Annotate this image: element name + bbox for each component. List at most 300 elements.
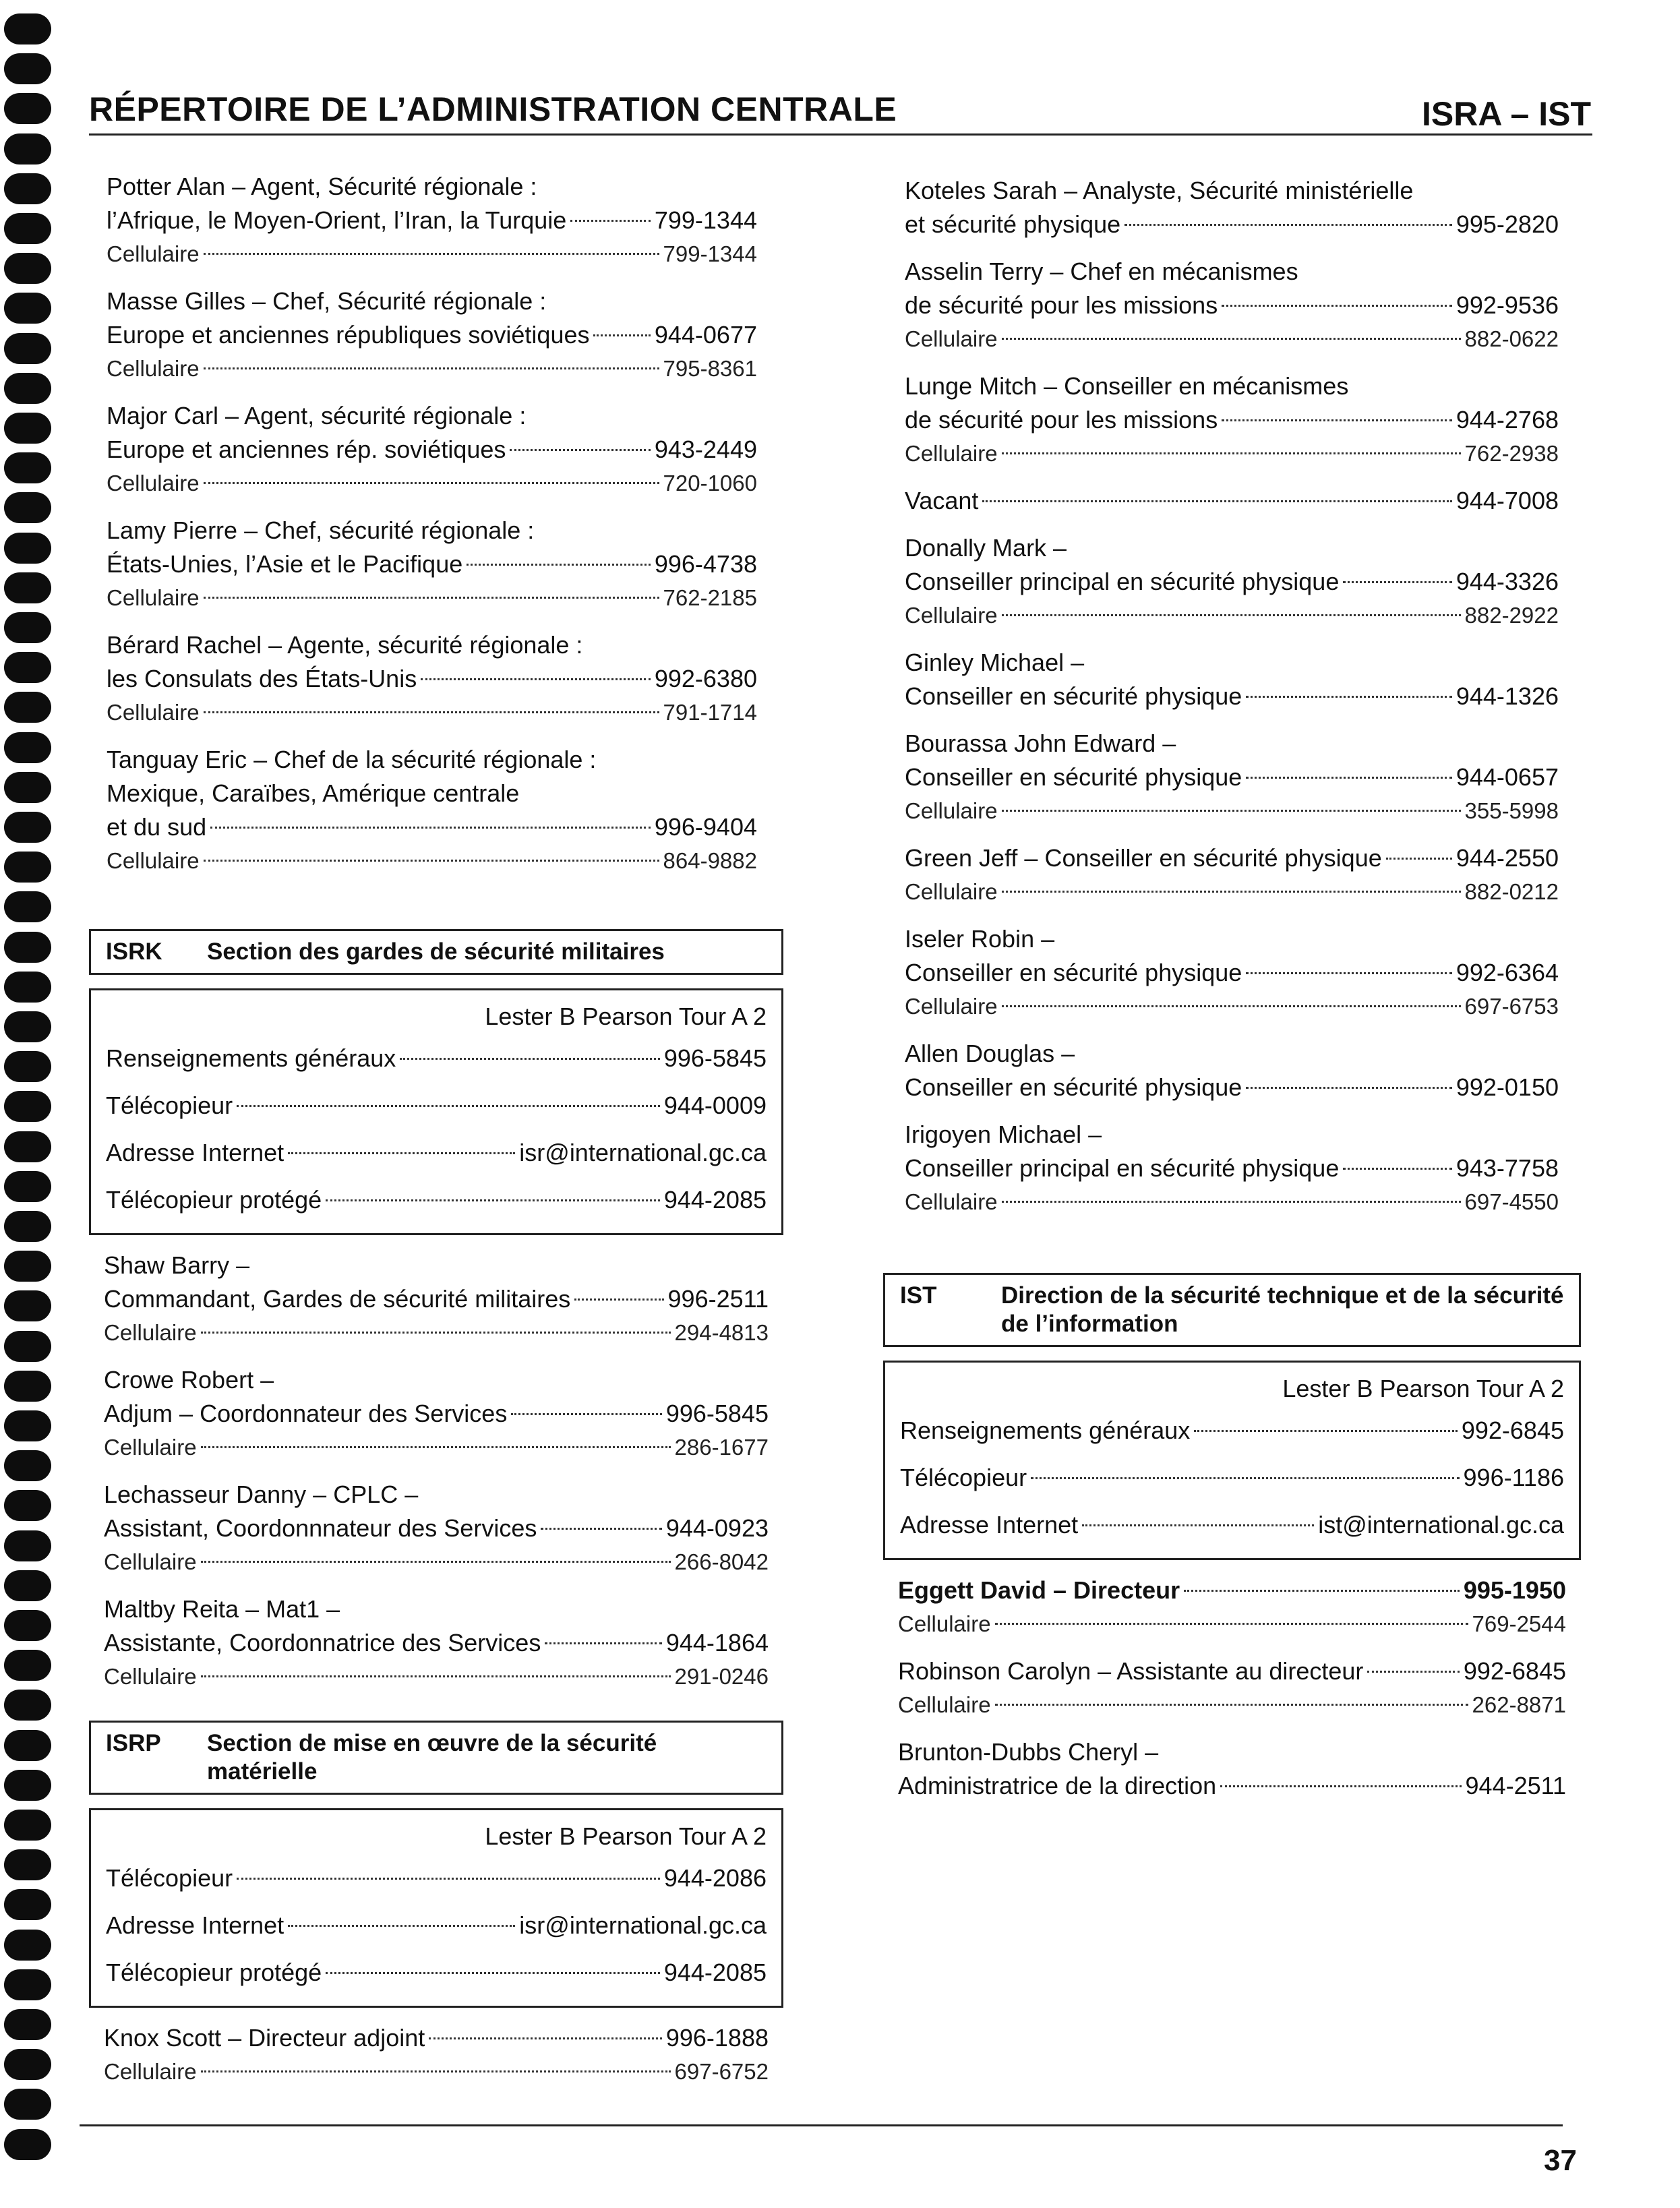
entry-phone-row: [898, 1574, 1566, 1607]
directory-entry: [905, 646, 1559, 713]
binder-hole: [4, 1770, 51, 1801]
section-title: Direction de la sécurité technique et de la sécurité de l’information: [1001, 1282, 1564, 1337]
leader-dots: [201, 1332, 671, 1334]
phone-number: 799-1344: [654, 206, 757, 234]
phone-number: 769-2544: [1472, 1611, 1566, 1636]
entry-text: Bourassa John Edward –: [905, 729, 1176, 757]
listing-label: États-Unies, l’Asie et le Pacifique: [107, 550, 463, 578]
leader-dots: [1002, 810, 1461, 812]
spacer: [89, 975, 783, 988]
listing-label: Adresse Internet: [900, 1511, 1079, 1539]
section-people: [883, 1574, 1581, 1816]
contact-row: [106, 1956, 767, 1990]
binder-hole: [4, 852, 51, 883]
leader-dots: [201, 2070, 671, 2072]
leader-dots: [237, 1105, 660, 1107]
listing-label: Robinson Carolyn – Assistante au directeur: [898, 1657, 1364, 1685]
binder-hole: [4, 1051, 51, 1082]
leader-dots: [201, 1446, 671, 1448]
leader-dots: [400, 1058, 660, 1060]
section-title: Section des gardes de sécurité militaires: [207, 938, 665, 965]
directory-entry: [104, 1249, 769, 1350]
entry-phone-row: [905, 289, 1559, 322]
leader-dots: [995, 1704, 1468, 1706]
phone-number: 943-7758: [1456, 1154, 1559, 1182]
contact-row: [106, 1089, 767, 1123]
listing-label: Cellulaire: [107, 356, 200, 381]
contact-info-box: [883, 1361, 1581, 1560]
leader-dots: [1246, 972, 1452, 974]
directory-entry: [905, 1037, 1559, 1104]
directory-entry: [107, 170, 757, 271]
entry-text: Koteles Sarah – Analyste, Sécurité ministérielle: [905, 177, 1414, 204]
directory-entry: [898, 1654, 1566, 1722]
listing-label: Cellulaire: [107, 585, 200, 610]
leader-dots: [210, 827, 651, 829]
entry-phone-row: [104, 1512, 769, 1545]
binder-hole: [4, 1730, 51, 1761]
section-title: Section de mise en œuvre de la sécurité matérielle: [207, 1730, 657, 1785]
leader-dots: [570, 220, 651, 222]
listing-label: l’Afrique, le Moyen-Orient, l’Iran, la Turquie: [107, 206, 567, 234]
leader-dots: [1222, 419, 1452, 421]
listing-label: Télécopieur: [106, 1092, 233, 1119]
entry-phone-row: [104, 1626, 769, 1660]
listing-label: Adjum – Coordonnateur des Services: [104, 1400, 508, 1427]
entry-phone-row: [905, 208, 1559, 241]
cell-phone-row: [107, 467, 757, 500]
leader-dots: [326, 1199, 660, 1201]
directory-entry: [107, 399, 757, 500]
listing-label: Cellulaire: [905, 326, 998, 351]
phone-number: 791-1714: [663, 700, 757, 725]
listing-label: Télécopieur protégé: [106, 1959, 322, 1986]
directory-entry: [104, 1592, 769, 1694]
leader-dots: [201, 1675, 671, 1677]
listing-label: Conseiller en sécurité physique: [905, 763, 1242, 791]
phone-number: 944-2085: [663, 1186, 767, 1214]
leader-dots: [511, 1413, 662, 1415]
leader-dots: [421, 678, 651, 680]
phone-number: 943-2449: [654, 436, 757, 463]
entry-phone-row: [104, 1282, 769, 1316]
listing-label: les Consulats des États-Unis: [107, 665, 417, 692]
binder-hole: [4, 1011, 51, 1042]
phone-number: 944-1326: [1456, 682, 1559, 710]
binder-holes: [0, 0, 67, 2208]
entry-text: Lunge Mitch – Conseiller en mécanismes: [905, 372, 1349, 400]
binder-hole: [4, 1570, 51, 1601]
spacer: [905, 471, 1559, 484]
listing-label: Cellulaire: [107, 241, 200, 266]
leader-dots: [1246, 696, 1452, 698]
entry-phone-row: [107, 810, 757, 844]
leader-dots: [288, 1152, 515, 1154]
directory-entry: [905, 174, 1559, 241]
listing-label: Cellulaire: [104, 1435, 197, 1460]
phone-number: 944-0677: [654, 321, 757, 349]
cell-phone-row: [905, 990, 1559, 1023]
listing-label: Eggett David – Directeur: [898, 1576, 1180, 1604]
listing-label: Adresse Internet: [106, 1911, 284, 1939]
leader-dots: [1002, 338, 1461, 340]
spacer: [89, 1707, 783, 1721]
leader-dots: [204, 711, 659, 713]
cell-phone-row: [905, 437, 1559, 471]
binder-hole: [4, 1290, 51, 1321]
entry-phone-row: [905, 841, 1559, 875]
listing-label: Conseiller en sécurité physique: [905, 1073, 1242, 1101]
leader-dots: [467, 564, 651, 566]
entry-text: Allen Douglas –: [905, 1040, 1075, 1067]
binder-hole: [4, 932, 51, 963]
spacer: [905, 518, 1559, 531]
page-number: 37: [1544, 2144, 1577, 2177]
contact-info-box: [89, 988, 783, 1235]
directory-entry: [905, 369, 1559, 471]
binder-hole: [4, 13, 51, 44]
phone-number: 262-8871: [1472, 1692, 1566, 1717]
entry-phone-row: [905, 1152, 1559, 1185]
entry-text: Masse Gilles – Chef, Sécurité régionale :: [107, 287, 547, 315]
leader-dots: [545, 1642, 662, 1644]
listing-label: Cellulaire: [905, 994, 998, 1019]
binder-hole: [4, 692, 51, 723]
listing-label: Cellulaire: [905, 441, 998, 466]
listing-label: et du sud: [107, 813, 207, 841]
location-label: Lester B Pearson Tour A 2: [485, 1003, 767, 1030]
section-header-box: [89, 929, 783, 975]
listing-label: Cellulaire: [104, 1320, 197, 1345]
listing-label: Adresse Internet: [106, 1139, 284, 1166]
entry-text: Asselin Terry – Chef en mécanismes: [905, 258, 1298, 285]
binder-hole: [4, 1211, 51, 1242]
leader-dots: [574, 1299, 663, 1301]
entry-text: Tanguay Eric – Chef de la sécurité régionale :: [107, 746, 597, 773]
section-code: ISRK: [106, 938, 162, 965]
phone-number: 996-5845: [663, 1044, 767, 1072]
leader-dots: [593, 334, 650, 336]
section-code: IST: [900, 1282, 937, 1309]
contact-row: [106, 1183, 767, 1217]
listing-label: Renseignements généraux: [900, 1416, 1191, 1444]
phone-number: 266-8042: [674, 1549, 769, 1574]
directory-entry: [104, 1478, 769, 1579]
binder-hole: [4, 891, 51, 922]
phone-number: 996-1888: [665, 2024, 769, 2052]
header-divider: [89, 133, 1592, 136]
spacer: [905, 1023, 1559, 1037]
phone-number: ist@international.gc.ca: [1318, 1511, 1564, 1539]
directory-entry: [104, 1363, 769, 1464]
leader-dots: [1194, 1430, 1458, 1432]
contact-row: [900, 1461, 1564, 1495]
directory-entry: [905, 255, 1559, 356]
right-lower-column: [883, 1273, 1581, 1816]
spacer: [905, 356, 1559, 369]
directory-entry: [107, 743, 757, 878]
spacer: [905, 909, 1559, 922]
contact-row: [106, 1136, 767, 1170]
leader-dots: [201, 1561, 671, 1563]
listing-label: Green Jeff – Conseiller en sécurité physique: [905, 844, 1382, 872]
spacer: [89, 1235, 783, 1249]
phone-number: 944-2511: [1465, 1772, 1566, 1799]
binder-hole: [4, 1410, 51, 1441]
spacer: [905, 1219, 1559, 1232]
directory-entry: [905, 727, 1559, 828]
leader-dots: [1246, 777, 1452, 779]
entry-phone-row: [905, 403, 1559, 437]
leader-dots: [1184, 1590, 1460, 1592]
directory-entry: [905, 1118, 1559, 1219]
cell-phone-row: [104, 1660, 769, 1694]
binder-hole: [4, 652, 51, 683]
leader-dots: [541, 1528, 662, 1530]
listing-label: de sécurité pour les missions: [905, 406, 1218, 434]
listing-label: Cellulaire: [905, 603, 998, 628]
section-people: [89, 1249, 783, 1707]
spacer: [898, 1641, 1566, 1654]
entry-text: Major Carl – Agent, sécurité régionale :: [107, 402, 527, 429]
binder-hole: [4, 1331, 51, 1362]
listing-label: Télécopieur protégé: [106, 1186, 322, 1214]
cell-phone-row: [905, 599, 1559, 632]
spacer: [89, 1795, 783, 1808]
spacer: [905, 632, 1559, 646]
binder-hole: [4, 1810, 51, 1841]
phone-number: 992-6364: [1456, 959, 1559, 986]
phone-number: 355-5998: [1464, 798, 1559, 823]
entry-text: Lechasseur Danny – CPLC –: [104, 1481, 419, 1508]
leader-dots: [1343, 581, 1452, 583]
phone-number: 992-9536: [1456, 291, 1559, 319]
leader-dots: [1220, 1785, 1461, 1787]
cell-phone-row: [104, 1316, 769, 1350]
contact-row: [900, 1414, 1564, 1448]
binder-hole: [4, 1530, 51, 1561]
directory-entry: [104, 2021, 769, 2089]
directory-entry: [107, 514, 757, 615]
cell-phone-row: [104, 1431, 769, 1464]
leader-dots: [204, 597, 659, 599]
phone-number: 799-1344: [663, 241, 757, 266]
spacer: [107, 386, 757, 399]
entry-text: Crowe Robert –: [104, 1366, 274, 1394]
binder-hole: [4, 2129, 51, 2160]
binder-hole: [4, 1490, 51, 1521]
listing-label: Télécopieur: [900, 1464, 1027, 1491]
directory-entry: [107, 285, 757, 386]
listing-label: Cellulaire: [905, 798, 998, 823]
listing-label: Cellulaire: [898, 1692, 991, 1717]
spacer: [898, 1803, 1566, 1816]
listing-label: Assistante, Coordonnatrice des Services: [104, 1629, 541, 1657]
listing-label: Conseiller en sécurité physique: [905, 959, 1242, 986]
phone-number: 996-5845: [665, 1400, 769, 1427]
cell-phone-row: [898, 1607, 1566, 1641]
section-code: ISRP: [106, 1730, 161, 1756]
phone-number: 291-0246: [674, 1664, 769, 1689]
binder-hole: [4, 1171, 51, 1202]
listing-label: Cellulaire: [107, 848, 200, 873]
phone-number: 992-0150: [1456, 1073, 1559, 1101]
listing-label: Cellulaire: [107, 471, 200, 496]
entry-phone-row: [107, 318, 757, 352]
leader-dots: [237, 1878, 660, 1880]
directory-entry: [905, 922, 1559, 1023]
binder-hole: [4, 772, 51, 803]
entry-text: Potter Alan – Agent, Sécurité régionale :: [107, 173, 537, 200]
spacer: [89, 2008, 783, 2021]
listing-label: Assistant, Coordonnnateur des Services: [104, 1514, 537, 1542]
contact-row: [106, 1861, 767, 1895]
leader-dots: [1002, 614, 1461, 616]
listing-label: Cellulaire: [905, 1189, 998, 1214]
binder-hole: [4, 373, 51, 404]
leader-dots: [1002, 891, 1461, 893]
page-title: RÉPERTOIRE DE L’ADMINISTRATION CENTRALE: [89, 90, 897, 128]
binder-hole: [4, 93, 51, 124]
cell-phone-row: [905, 1185, 1559, 1219]
binder-hole: [4, 572, 51, 603]
cell-phone-row: [905, 322, 1559, 356]
listing-label: Europe et anciennes républiques soviétiques: [107, 321, 590, 349]
phone-number: 882-0622: [1464, 326, 1559, 351]
phone-number: isr@international.gc.ca: [519, 1139, 767, 1166]
contact-row: [106, 1042, 767, 1075]
phone-number: 996-1186: [1463, 1464, 1564, 1491]
leader-dots: [1031, 1477, 1459, 1479]
entry-phone-row: [905, 680, 1559, 713]
listing-label: Vacant: [905, 487, 979, 514]
binder-hole: [4, 1650, 51, 1681]
directory-entry: [905, 484, 1559, 518]
listing-label: Administratrice de la direction: [898, 1772, 1217, 1799]
phone-number: 992-6845: [1461, 1416, 1564, 1444]
phone-number: 944-3326: [1456, 568, 1559, 595]
entry-text: Lamy Pierre – Chef, sécurité régionale :: [107, 516, 535, 544]
spacer: [107, 878, 757, 891]
binder-hole: [4, 1930, 51, 1961]
section-people: [89, 2021, 783, 2102]
spacer: [905, 828, 1559, 841]
binder-hole: [4, 812, 51, 843]
spacer: [107, 615, 757, 628]
entry-phone-row: [898, 1654, 1566, 1688]
binder-hole: [4, 1690, 51, 1721]
entry-phone-row: [905, 1071, 1559, 1104]
entry-text: Iseler Robin –: [905, 925, 1055, 953]
binder-hole: [4, 253, 51, 284]
phone-number: 286-1677: [674, 1435, 769, 1460]
phone-number: 882-2922: [1464, 603, 1559, 628]
entry-phone-row: [905, 565, 1559, 599]
directory-entry: [898, 1574, 1566, 1641]
binder-hole: [4, 333, 51, 364]
phone-number: 992-6380: [654, 665, 757, 692]
leader-dots: [204, 367, 659, 369]
listing-label: Cellulaire: [905, 879, 998, 904]
listing-label: Cellulaire: [104, 1549, 197, 1574]
binder-hole: [4, 972, 51, 1003]
leader-dots: [1367, 1671, 1459, 1673]
phone-number: 944-2086: [663, 1864, 767, 1892]
phone-number: 995-2820: [1456, 210, 1559, 238]
left-column: [107, 170, 757, 891]
listing-label: et sécurité physique: [905, 210, 1121, 238]
phone-number: 944-2768: [1456, 406, 1559, 434]
directory-entry: [905, 531, 1559, 632]
footer-divider: [80, 2124, 1563, 2126]
leader-dots: [1002, 452, 1461, 454]
spacer: [107, 729, 757, 743]
listing-label: de sécurité pour les missions: [905, 291, 1218, 319]
spacer: [883, 1347, 1581, 1361]
location-label: Lester B Pearson Tour A 2: [485, 1822, 767, 1850]
leader-dots: [1124, 224, 1452, 226]
entry-phone-row: [905, 760, 1559, 794]
spacer: [104, 1694, 769, 1707]
listing-label: Conseiller principal en sécurité physique: [905, 568, 1340, 595]
spacer: [905, 241, 1559, 255]
section-header-box: [883, 1273, 1581, 1347]
binder-hole: [4, 1450, 51, 1481]
leader-dots: [1246, 1087, 1452, 1089]
leader-dots: [326, 1972, 660, 1974]
phone-number: 762-2938: [1464, 441, 1559, 466]
phone-number: 996-9404: [654, 813, 757, 841]
leader-dots: [982, 500, 1451, 502]
entry-phone-row: [107, 204, 757, 237]
phone-number: 795-8361: [663, 356, 757, 381]
binder-hole: [4, 1969, 51, 2000]
phone-number: 864-9882: [663, 848, 757, 873]
phone-number: 762-2185: [663, 585, 757, 610]
cell-phone-row: [107, 696, 757, 729]
binder-hole: [4, 1889, 51, 1920]
listing-label: Conseiller principal en sécurité physique: [905, 1154, 1340, 1182]
binder-hole: [4, 413, 51, 444]
phone-number: 996-2511: [667, 1285, 769, 1313]
leader-dots: [1002, 1201, 1461, 1203]
spacer: [104, 1579, 769, 1592]
entry-phone-row: [104, 1397, 769, 1431]
cell-phone-row: [104, 2055, 769, 2089]
listing-label: Cellulaire: [107, 700, 200, 725]
leader-dots: [204, 253, 659, 255]
entry-text: Donally Mark –: [905, 534, 1067, 562]
binder-hole: [4, 213, 51, 244]
binder-hole: [4, 2089, 51, 2120]
spacer: [107, 271, 757, 285]
entry-phone-row: [905, 956, 1559, 990]
binder-hole: [4, 1091, 51, 1122]
right-column: [905, 174, 1559, 1232]
contact-row: [900, 1508, 1564, 1542]
binder-hole: [4, 293, 51, 324]
binder-hole: [4, 1371, 51, 1402]
directory-entry: [905, 841, 1559, 909]
spacer: [905, 1104, 1559, 1118]
listing-label: Cellulaire: [898, 1611, 991, 1636]
phone-number: 944-2550: [1456, 844, 1559, 872]
entry-phone-row: [107, 433, 757, 467]
cell-phone-row: [898, 1688, 1566, 1722]
entry-text: Shaw Barry –: [104, 1251, 250, 1279]
leader-dots: [510, 449, 650, 451]
entry-text: Irigoyen Michael –: [905, 1121, 1102, 1148]
